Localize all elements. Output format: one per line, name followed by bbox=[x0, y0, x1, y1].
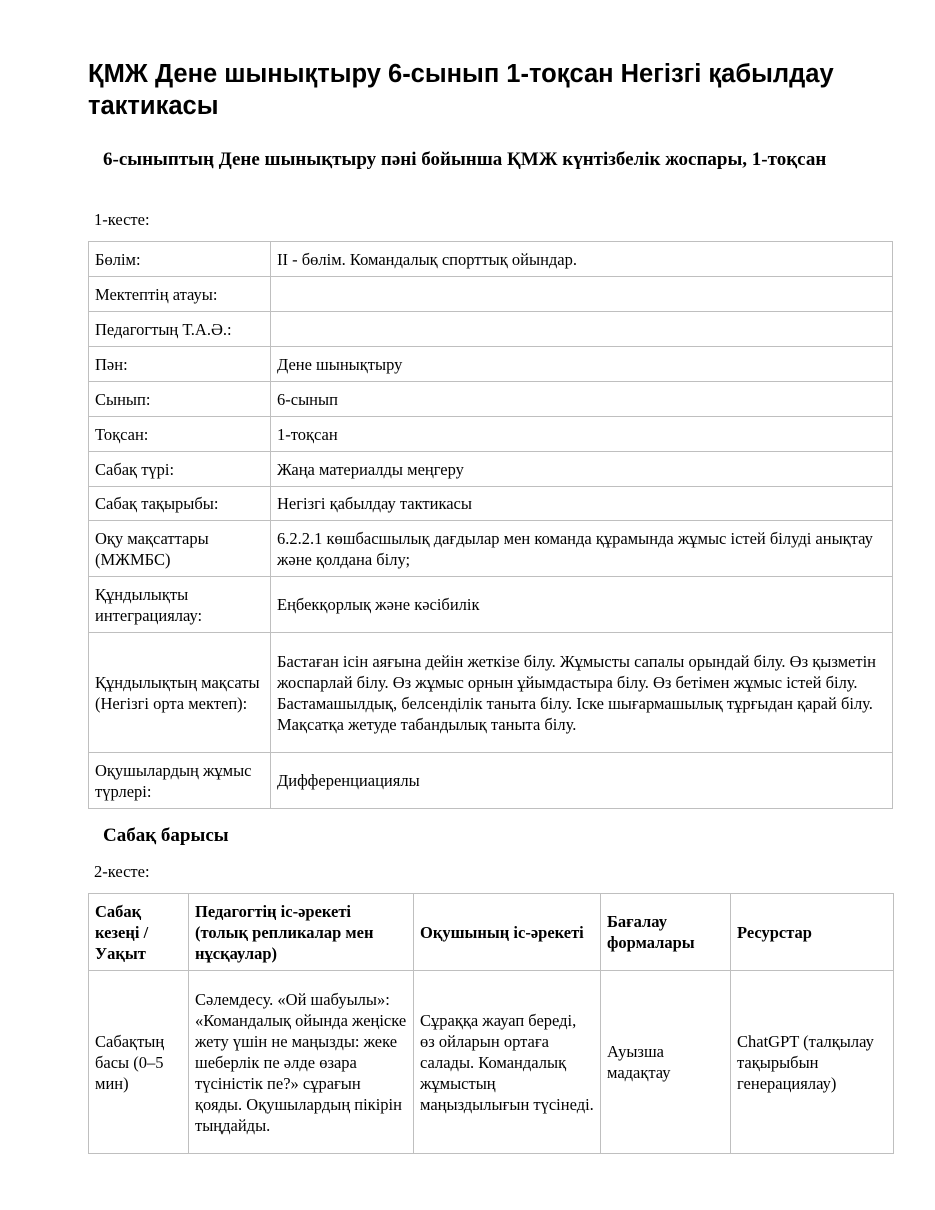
table-row bbox=[89, 382, 893, 417]
table-row bbox=[89, 417, 893, 452]
row-label: Құндылықтың мақсаты (Негізгі орта мектеп): bbox=[89, 633, 271, 753]
row-value: Негізгі қабылдау тактикасы bbox=[271, 487, 893, 521]
row-value: Дене шынықтыру bbox=[271, 347, 893, 382]
table-row bbox=[89, 577, 893, 633]
row-value: Бастаған ісін аяғына дейін жеткізе білу. Жұмысты сапалы орындай білу. Өз қызметін жоспарлай білу. Өз жұмыс орнын ұйымдастыра білу. Өз бетімен жұмыс істей білу. Бастамашылдық, белсенділік таныта білу. Іске шығармашылық тұрғыдан қарай білу. Мақсатқа жетуде табандылық таныта білу. bbox=[271, 633, 893, 753]
table-row bbox=[89, 277, 893, 312]
plan-subtitle: 6-сыныптың Дене шынықтыру пәні бойынша ҚМЖ күнтізбелік жоспары, 1-тоқсан bbox=[103, 149, 827, 170]
lesson-flow-table bbox=[88, 893, 894, 1154]
table-row bbox=[89, 312, 893, 347]
row-label: Сынып: bbox=[89, 382, 271, 417]
row-label: Оқу мақсаттары (МЖМБС) bbox=[89, 521, 271, 577]
table-row bbox=[89, 633, 893, 753]
row-value bbox=[271, 277, 893, 312]
column-header: Бағалау формалары bbox=[601, 894, 731, 971]
student-activity-cell: Сұраққа жауап береді, өз ойларын ортаға салады. Командалық жұмыстың маңыздылығын түсінеді. bbox=[414, 971, 601, 1154]
table-header-row bbox=[89, 894, 894, 971]
page-title: ҚМЖ Дене шынықтыру 6-сынып 1-тоқсан Негізгі қабылдау тактикасы bbox=[88, 60, 834, 120]
row-label: Пән: bbox=[89, 347, 271, 382]
table-row bbox=[89, 971, 894, 1154]
lesson-flow-heading: Сабақ барысы bbox=[103, 825, 229, 846]
table-row bbox=[89, 242, 893, 277]
row-label: Мектептің атауы: bbox=[89, 277, 271, 312]
column-header: Педагогтің іс-әрекеті (толық репликалар мен нұсқаулар) bbox=[189, 894, 414, 971]
column-header: Сабақ кезеңі / Уақыт bbox=[89, 894, 189, 971]
column-header: Оқушының іс-әрекеті bbox=[414, 894, 601, 971]
lesson-info-table bbox=[88, 241, 893, 809]
row-value: 6-сынып bbox=[271, 382, 893, 417]
row-value: 6.2.2.1 көшбасшылық дағдылар мен команда құрамында жұмыс істей білуді анықтау және қолдана білу; bbox=[271, 521, 893, 577]
row-label: Тоқсан: bbox=[89, 417, 271, 452]
row-value: Еңбекқорлық және кәсібилік bbox=[271, 577, 893, 633]
row-label: Оқушылардың жұмыс түрлері: bbox=[89, 753, 271, 809]
row-value: ІІ - бөлім. Командалық спорттық ойындар. bbox=[271, 242, 893, 277]
teacher-activity-cell: Сәлемдесу. «Ой шабуылы»: «Командалық ойында жеңіске жету үшін не маңызды: жеке шеберлік пе әлде өзара түсіністік пе?» сұрағын қояды. Оқушылардың пікірін тыңдайды. bbox=[189, 971, 414, 1154]
row-label: Бөлім: bbox=[89, 242, 271, 277]
table2-caption: 2-кесте: bbox=[94, 862, 150, 881]
column-header: Ресурстар bbox=[731, 894, 894, 971]
stage-cell: Сабақтың басы (0–5 мин) bbox=[89, 971, 189, 1154]
row-label: Сабақ түрі: bbox=[89, 452, 271, 487]
table-row bbox=[89, 452, 893, 487]
row-label: Сабақ тақырыбы: bbox=[89, 487, 271, 521]
row-value: Дифференциациялы bbox=[271, 753, 893, 809]
table-row bbox=[89, 521, 893, 577]
row-label: Педагогтың Т.А.Ә.: bbox=[89, 312, 271, 347]
assessment-cell: Ауызша мадақтау bbox=[601, 971, 731, 1154]
table-row bbox=[89, 753, 893, 809]
row-value: Жаңа материалды меңгеру bbox=[271, 452, 893, 487]
table-row bbox=[89, 347, 893, 382]
row-value: 1-тоқсан bbox=[271, 417, 893, 452]
row-label: Құндылықты интеграциялау: bbox=[89, 577, 271, 633]
table-row bbox=[89, 487, 893, 521]
row-value bbox=[271, 312, 893, 347]
resources-cell: ChatGPT (талқылау тақырыбын генерациялау) bbox=[731, 971, 894, 1154]
table1-caption: 1-кесте: bbox=[94, 210, 150, 229]
